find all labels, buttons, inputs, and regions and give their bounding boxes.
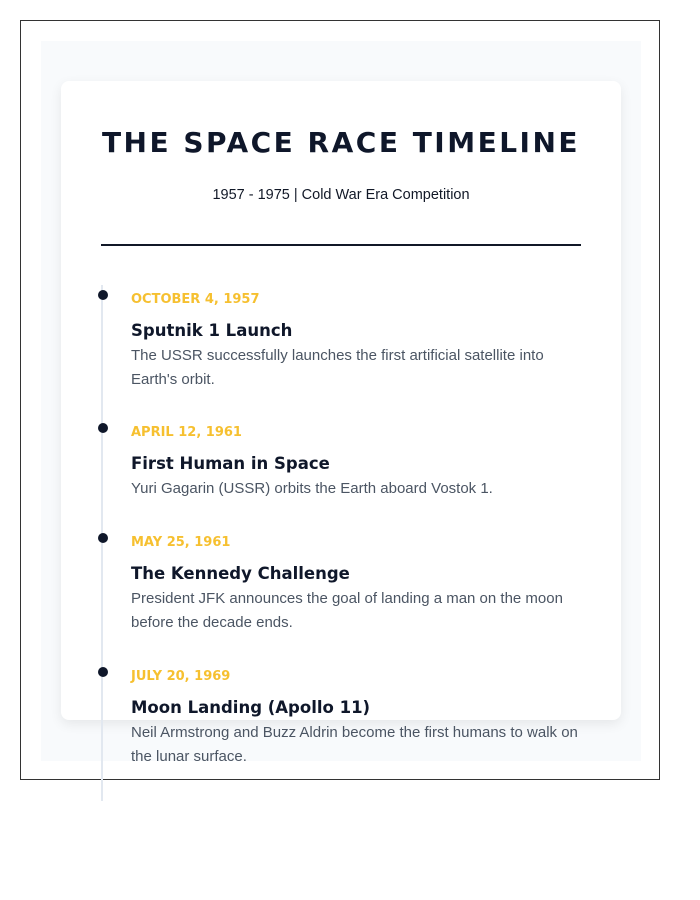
timeline-dot-icon [98, 290, 108, 300]
header-divider [101, 244, 581, 246]
timeline-line [101, 285, 103, 801]
timeline-dot-icon [98, 423, 108, 433]
event-date: APRIL 12, 1961 [131, 425, 242, 440]
event-description: Yuri Gagarin (USSR) orbits the Earth aboard Vostok 1. [131, 480, 493, 497]
timeline-event [131, 535, 581, 635]
timeline-dot-icon [98, 533, 108, 543]
event-title: Sputnik 1 Launch [131, 321, 293, 340]
page-title: THE SPACE RACE TIMELINE [101, 126, 581, 159]
event-description: The USSR successfully launches the first artificial satellite into Earth's orbit. [131, 347, 544, 388]
event-description: President JFK announces the goal of landing a man on the moon before the decade ends. [131, 590, 563, 631]
event-date: OCTOBER 4, 1957 [131, 292, 260, 307]
event-date: MAY 25, 1961 [131, 535, 231, 550]
event-date: JULY 20, 1969 [131, 669, 231, 684]
event-title: First Human in Space [131, 454, 330, 473]
event-title: Moon Landing (Apollo 11) [131, 698, 371, 717]
page-subtitle: 1957 - 1975 | Cold War Era Competition [212, 187, 470, 203]
timeline-event [131, 669, 581, 769]
event-title: The Kennedy Challenge [131, 564, 350, 583]
event-description: Neil Armstrong and Buzz Aldrin become the first humans to walk on the lunar surface. [131, 724, 578, 765]
timeline-event [131, 292, 581, 392]
timeline-dot-icon [98, 667, 108, 677]
timeline-event [131, 425, 581, 501]
